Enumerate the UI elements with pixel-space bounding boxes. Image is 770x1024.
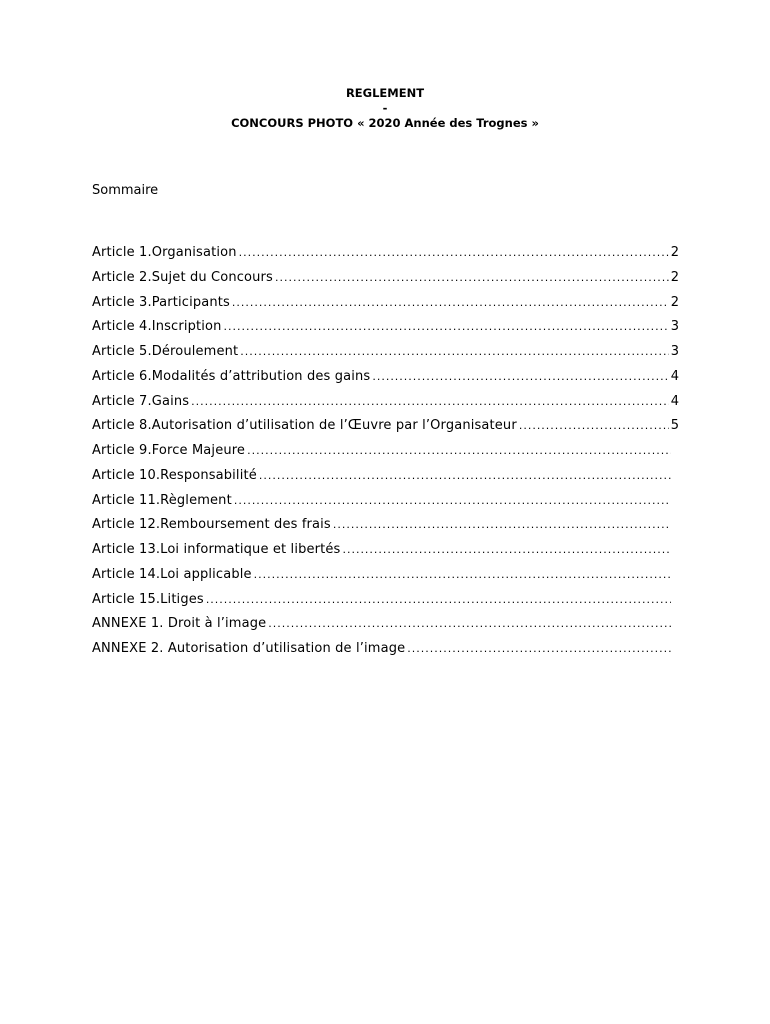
toc-dot-leader xyxy=(234,492,671,510)
toc-entry[interactable] xyxy=(92,566,679,591)
toc-dot-leader xyxy=(191,393,669,411)
toc-dot-leader xyxy=(254,566,671,584)
toc-entry-title: Article 9.Force Majeure xyxy=(92,443,246,458)
toc-entry-title: Article 14.Loi applicable xyxy=(92,566,252,582)
toc-dot-leader xyxy=(224,318,669,336)
toc-entry-title: Article 12.Remboursement des frais xyxy=(92,517,331,533)
toc-entry-page: 4 xyxy=(670,393,679,409)
toc-dot-leader xyxy=(333,516,671,534)
toc-entry[interactable] xyxy=(92,294,679,319)
toc-entry[interactable] xyxy=(92,467,679,492)
toc-entry[interactable] xyxy=(92,492,679,517)
toc-entry-title: ANNEXE 1. Droit à l’image xyxy=(92,616,267,632)
toc-dot-leader xyxy=(519,417,669,435)
toc-entry[interactable] xyxy=(92,516,679,541)
toc-dot-leader xyxy=(268,615,671,633)
toc-entry[interactable] xyxy=(92,393,679,418)
toc-entry-title: Article 7.Gains xyxy=(92,393,190,409)
toc-dot-leader xyxy=(239,244,669,262)
toc-dot-leader xyxy=(259,467,671,485)
toc-entry-page: 2 xyxy=(670,294,679,310)
toc-dot-leader xyxy=(372,368,668,386)
toc-dot-leader xyxy=(240,343,668,361)
toc-entry[interactable] xyxy=(92,640,679,665)
toc-entry[interactable] xyxy=(92,417,679,442)
toc-dot-leader xyxy=(407,640,671,658)
document-title: REGLEMENT xyxy=(345,86,425,100)
toc-entry-title: Article 8.Autorisation d’utilisation de l’Œuvre par l’Organisateur xyxy=(92,418,517,434)
toc-entry-title: ANNEXE 2. Autorisation d’utilisation de l’image xyxy=(92,641,406,656)
toc-entry[interactable] xyxy=(92,318,679,343)
toc-entry[interactable] xyxy=(92,615,679,640)
toc-entry-title: Article 5.Déroulement xyxy=(92,344,239,359)
toc-dot-leader xyxy=(342,541,671,559)
toc-entry-page: 5 xyxy=(670,418,679,434)
sommaire-heading: Sommaire xyxy=(92,183,159,198)
toc-dot-leader xyxy=(206,591,671,609)
document-header xyxy=(0,86,770,131)
toc-entry[interactable] xyxy=(92,591,679,616)
toc-entry-title: Article 10.Responsabilité xyxy=(92,467,257,483)
toc-entry-page: 3 xyxy=(670,344,679,359)
toc-entry-title: Article 2.Sujet du Concours xyxy=(92,269,273,285)
toc-entry-title: Article 11.Règlement xyxy=(92,492,232,508)
table-of-contents xyxy=(92,244,679,665)
toc-entry[interactable] xyxy=(92,244,679,269)
toc-entry-page: 4 xyxy=(670,368,679,384)
toc-entry[interactable] xyxy=(92,442,679,467)
toc-entry[interactable] xyxy=(92,269,679,294)
toc-dot-leader xyxy=(275,269,669,287)
toc-dot-leader xyxy=(247,442,671,460)
toc-entry-title: Article 3.Participants xyxy=(92,294,230,310)
toc-entry[interactable] xyxy=(92,343,679,368)
title-separator: - xyxy=(382,101,388,115)
toc-entry-title: Article 6.Modalités d’attribution des gains xyxy=(92,368,371,384)
toc-entry[interactable] xyxy=(92,368,679,393)
toc-entry-title: Article 1.Organisation xyxy=(92,245,237,260)
toc-entry-page: 2 xyxy=(670,245,679,260)
toc-entry-title: Article 13.Loi informatique et libertés xyxy=(92,542,341,557)
toc-entry-page: 3 xyxy=(670,319,679,335)
toc-entry-title: Article 15.Litiges xyxy=(92,591,204,607)
toc-entry-page: 2 xyxy=(670,269,679,285)
toc-entry[interactable] xyxy=(92,541,679,566)
document-subtitle: CONCOURS PHOTO « 2020 Année des Trognes » xyxy=(231,116,539,130)
toc-entry-title: Article 4.Inscription xyxy=(92,319,222,335)
toc-dot-leader xyxy=(232,294,669,312)
